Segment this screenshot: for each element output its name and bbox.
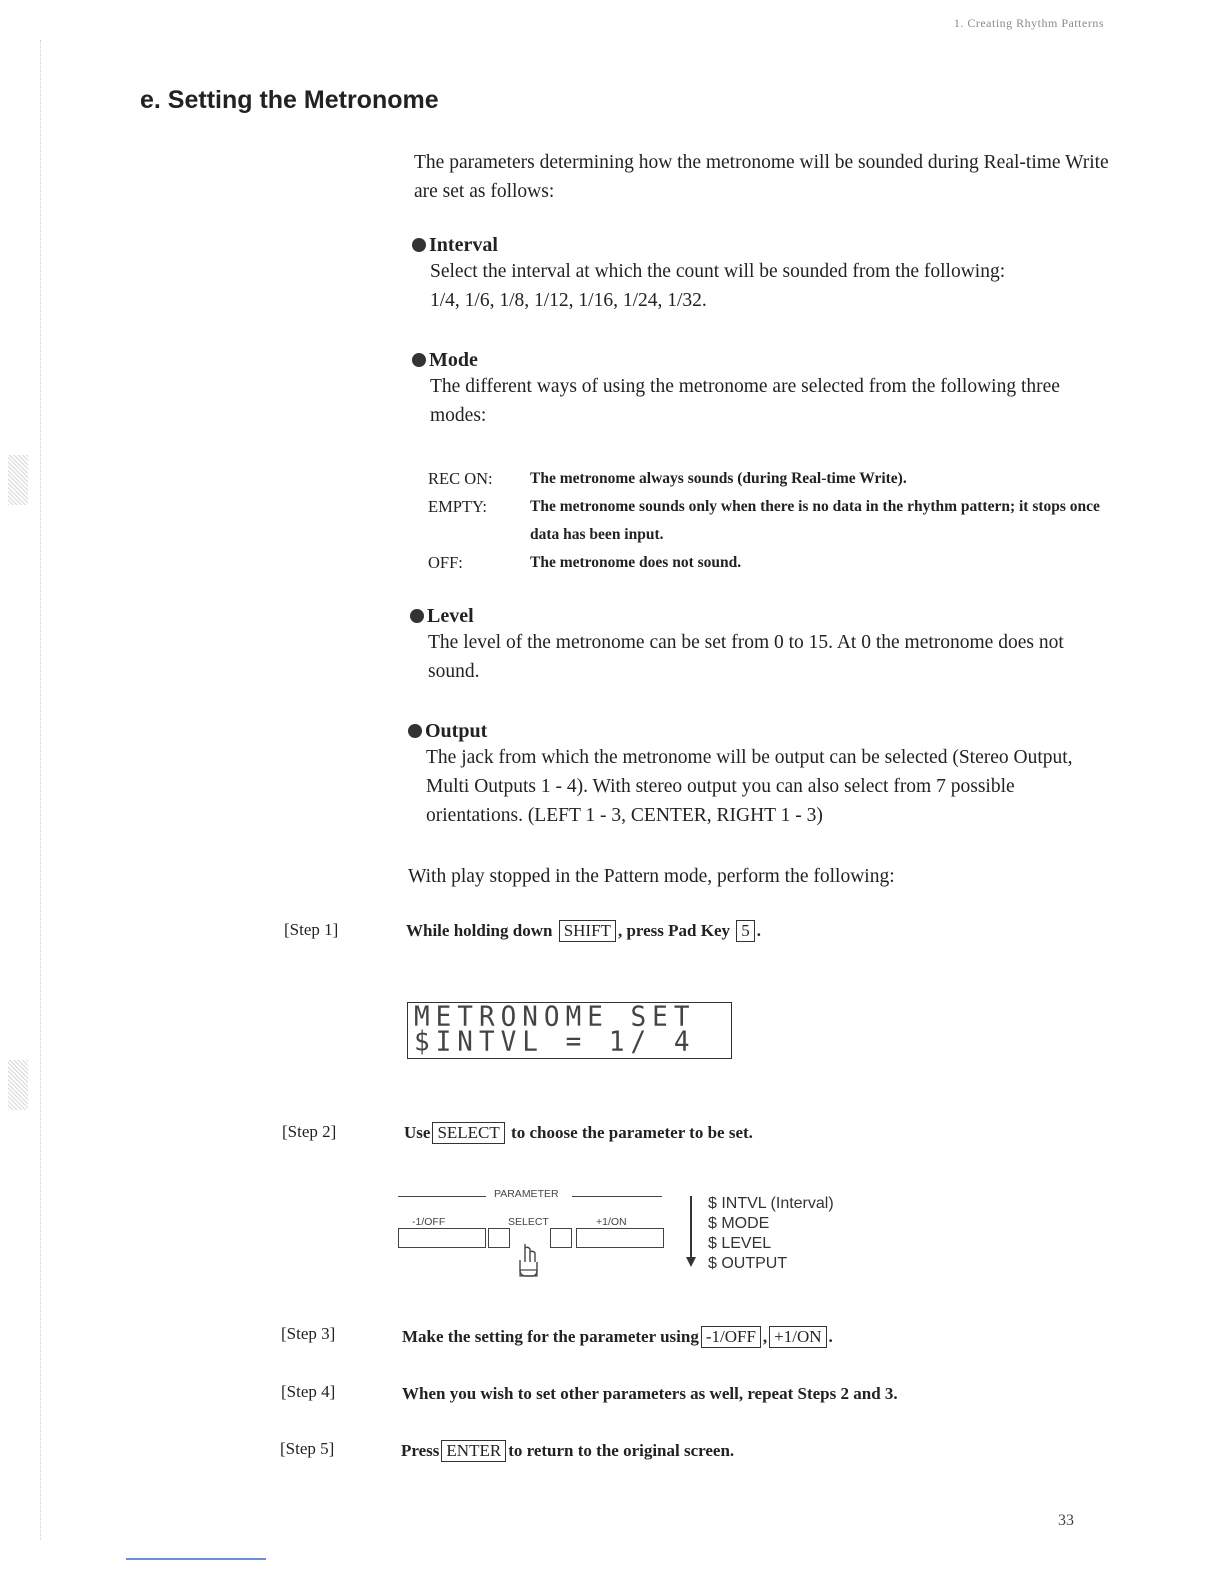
arrow-down-icon: [685, 1256, 697, 1268]
step-2-text: Use SELECT to choose the parameter to be set.: [404, 1123, 753, 1142]
step-4-text: When you wish to set other parameters as well, repeat Steps 2 and 3.: [402, 1384, 898, 1403]
divider: [572, 1196, 662, 1197]
bullet-icon: [410, 609, 424, 623]
parameter-list-item: $ LEVEL: [708, 1235, 772, 1252]
mode-option-desc: The metronome sounds only when there is no data in the rhythm pattern; it stops once data has been input.: [530, 498, 1100, 543]
interval-line1: Select the interval at which the count will be sounded from the following:: [430, 261, 1006, 282]
interval-section: [412, 234, 1112, 315]
parameter-list-item: $ INTVL (Interval): [708, 1195, 834, 1212]
step-1-text: While holding down SHIFT , press Pad Key 5 .: [406, 921, 762, 940]
step-3-text: Make the setting for the parameter using -1/OFF , +1/ON .: [402, 1327, 833, 1346]
level-heading: Level: [410, 605, 1110, 628]
interval-line2: 1/4, 1/6, 1/8, 1/12, 1/16, 1/24, 1/32.: [430, 290, 707, 311]
scan-margin-artifact: [8, 455, 28, 505]
level-section: [410, 605, 1110, 686]
mode-option-desc: The metronome always sounds (during Real-time Write).: [530, 470, 907, 487]
mode-option-desc: The metronome does not sound.: [530, 554, 742, 571]
select-key: SELECT: [432, 1122, 504, 1144]
step-label: [Step 2]: [282, 1122, 337, 1141]
arrow-shaft: [690, 1196, 692, 1260]
lcd-line-1: METRONOME SET: [414, 1001, 696, 1033]
output-section: [408, 720, 1108, 830]
section-title: e. Setting the Metronome: [140, 86, 439, 114]
footer-line: [126, 1558, 266, 1560]
mode-options: [428, 465, 1118, 585]
minus-off-button: [398, 1228, 486, 1248]
select-left-button: [488, 1228, 510, 1248]
mode-option-key: EMPTY:: [428, 497, 487, 516]
pad-key-5: 5: [736, 920, 755, 942]
bullet-icon: [412, 238, 426, 252]
running-header: 1. Creating Rhythm Patterns: [953, 16, 1104, 30]
level-body: The level of the metronome can be set from 0 to 15. At 0 the metronome does not sound.: [428, 632, 1064, 682]
mode-body: The different ways of using the metronome are selected from the following three modes:: [430, 376, 1060, 426]
mode-heading: Mode: [412, 349, 1112, 372]
mode-option-key: REC ON:: [428, 469, 493, 488]
select-right-button: [550, 1228, 572, 1248]
btn-select-label: SELECT: [508, 1216, 549, 1228]
parameter-label: PARAMETER: [494, 1188, 559, 1200]
enter-key: ENTER: [441, 1440, 506, 1462]
step-5-text: Press ENTER to return to the original screen.: [401, 1441, 735, 1460]
parameter-diagram: [396, 1184, 876, 1284]
step-label: [Step 5]: [280, 1439, 335, 1458]
parameter-list-item: $ MODE: [708, 1215, 770, 1232]
btn-plus-label: +1/ON: [596, 1216, 627, 1228]
minus-off-key: -1/OFF: [701, 1326, 761, 1348]
scan-margin-line: [40, 40, 42, 1540]
lcd-display: [407, 1002, 732, 1059]
interval-heading: Interval: [412, 234, 1112, 257]
bullet-icon: [412, 353, 426, 367]
bullet-icon: [408, 724, 422, 738]
parameter-list-item: $ OUTPUT: [708, 1255, 788, 1272]
play-stopped-instruction: With play stopped in the Pattern mode, perform the following:: [408, 866, 895, 887]
mode-section: [412, 349, 1112, 430]
plus-on-button: [576, 1228, 664, 1248]
pointing-hand-icon: [512, 1240, 548, 1280]
plus-on-key: +1/ON: [769, 1326, 826, 1348]
step-label: [Step 1]: [284, 920, 339, 939]
lcd-line-2: $INTVL = 1/ 4: [414, 1026, 696, 1058]
divider: [398, 1196, 486, 1197]
shift-key: SHIFT: [559, 920, 616, 942]
step-label: [Step 3]: [281, 1324, 336, 1343]
output-heading: Output: [408, 720, 1108, 743]
parameter-list: [708, 1194, 834, 1274]
mode-option-key: OFF:: [428, 553, 463, 572]
step-label: [Step 4]: [281, 1382, 336, 1401]
page-number: 33: [1058, 1512, 1074, 1529]
intro-paragraph: The parameters determining how the metronome will be sounded during Real-time Write are set as follows:: [414, 152, 1109, 202]
btn-minus-label: -1/OFF: [412, 1216, 446, 1228]
scan-margin-artifact: [8, 1060, 28, 1110]
output-body: The jack from which the metronome will be output can be selected (Stereo Output, Multi Outputs 1 - 4). With stereo output you can also select from 7 possible orientations. (LEFT 1 - 3, CENTER, RIGHT 1 - 3): [426, 747, 1073, 826]
